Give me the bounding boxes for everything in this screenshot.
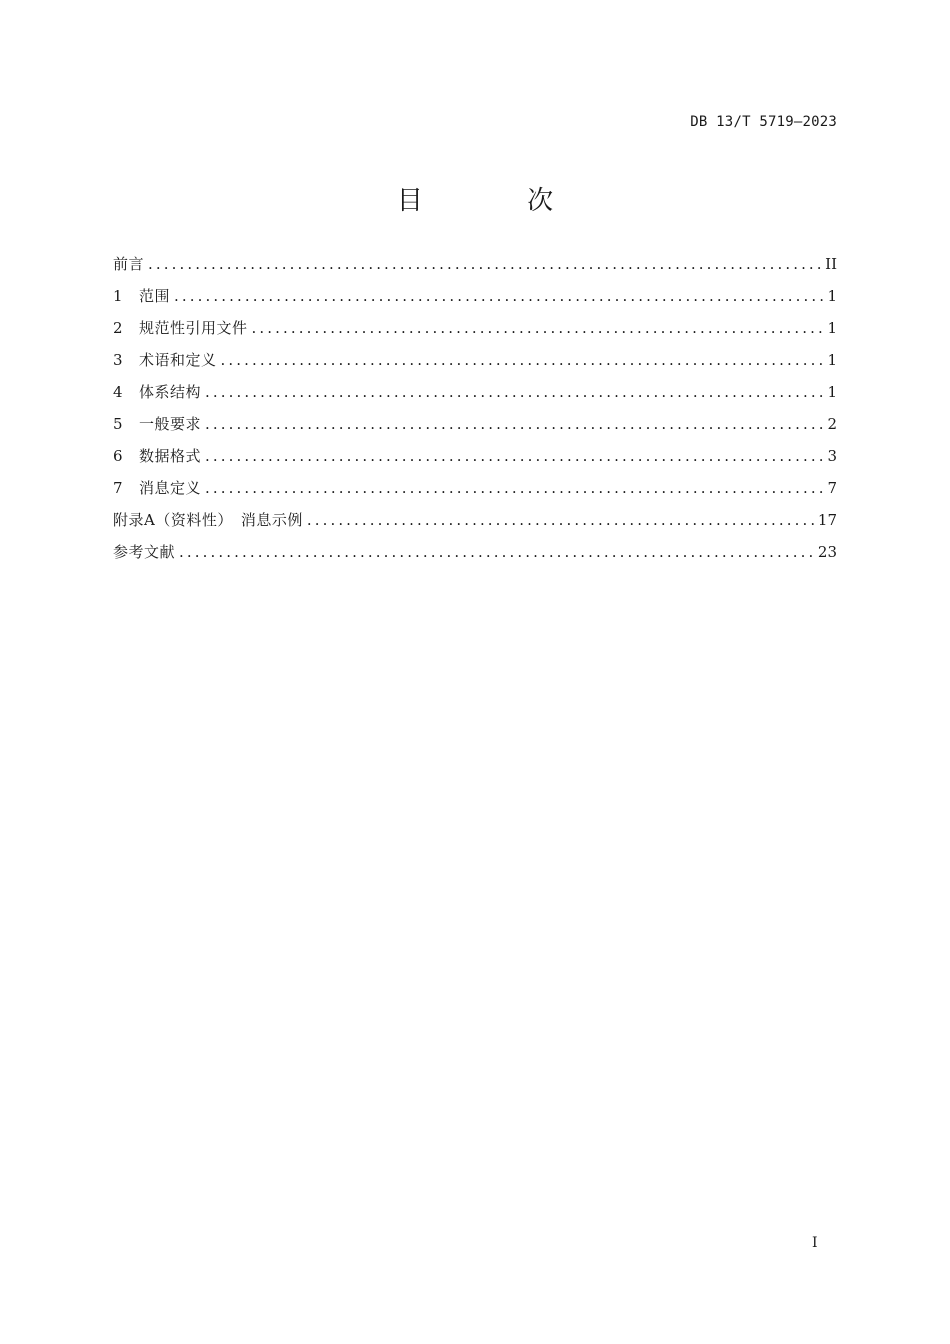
toc-dot-leader: [148, 255, 821, 273]
toc-entry-page: 7: [827, 479, 837, 497]
toc-entry-number: 6: [113, 447, 123, 465]
toc-entry-page: 1: [827, 287, 837, 305]
toc-dot-leader: [205, 415, 823, 433]
page-number: I: [812, 1235, 818, 1251]
toc-entry-page: 1: [827, 319, 837, 337]
toc-entry-number: 5: [113, 415, 123, 433]
toc-dot-leader: [221, 351, 824, 369]
toc-dot-leader: [252, 319, 824, 337]
toc-entry-number: 3: [113, 351, 123, 369]
toc-dot-leader: [205, 479, 823, 497]
toc-list: [113, 253, 837, 573]
toc-entry-page: 3: [827, 447, 837, 465]
toc-entry-page: 1: [827, 351, 837, 369]
toc-dot-leader: [205, 447, 823, 465]
toc-entry-page: II: [825, 255, 837, 273]
toc-entry-page: 2: [827, 415, 837, 433]
toc-entry-architecture[interactable]: [113, 381, 837, 413]
toc-entry-number: 1: [113, 287, 123, 305]
toc-entry-bibliography[interactable]: [113, 541, 837, 573]
toc-dot-leader: [307, 511, 814, 529]
toc-entry-page: 1: [827, 383, 837, 401]
toc-dot-leader: [179, 543, 814, 561]
toc-entry-label: 一般要求: [139, 415, 202, 433]
toc-entry-label: 数据格式: [139, 447, 202, 465]
toc-entry-label: 规范性引用文件: [139, 319, 248, 337]
toc-entry-label: 术语和定义: [139, 351, 217, 369]
toc-entry-foreword[interactable]: [113, 253, 837, 285]
toc-entry-message-definition[interactable]: [113, 477, 837, 509]
toc-entry-terms-definitions[interactable]: [113, 349, 837, 381]
toc-entry-scope[interactable]: [113, 285, 837, 317]
toc-entry-data-format[interactable]: [113, 445, 837, 477]
toc-entry-label: 范围: [139, 287, 171, 305]
toc-entry-label: 消息定义: [139, 479, 202, 497]
toc-dot-leader: [205, 383, 823, 401]
toc-dot-leader: [174, 287, 823, 305]
toc-entry-number: 2: [113, 319, 123, 337]
toc-entry-normative-references[interactable]: [113, 317, 837, 349]
toc-entry-label: 附录A（资料性） 消息示例: [113, 511, 303, 529]
toc-entry-general-requirements[interactable]: [113, 413, 837, 445]
toc-entry-number: 7: [113, 479, 123, 497]
toc-entry-appendix-a[interactable]: [113, 509, 837, 541]
toc-entry-number: 4: [113, 383, 123, 401]
toc-entry-label: 体系结构: [139, 383, 202, 401]
toc-entry-page: 23: [817, 543, 837, 561]
toc-entry-page: 17: [817, 511, 837, 529]
toc-entry-label: 前言: [113, 255, 145, 273]
toc-title: 目 次: [396, 186, 602, 216]
toc-entry-label: 参考文献: [113, 543, 176, 561]
document-code: DB 13/T 5719—2023: [690, 114, 837, 130]
